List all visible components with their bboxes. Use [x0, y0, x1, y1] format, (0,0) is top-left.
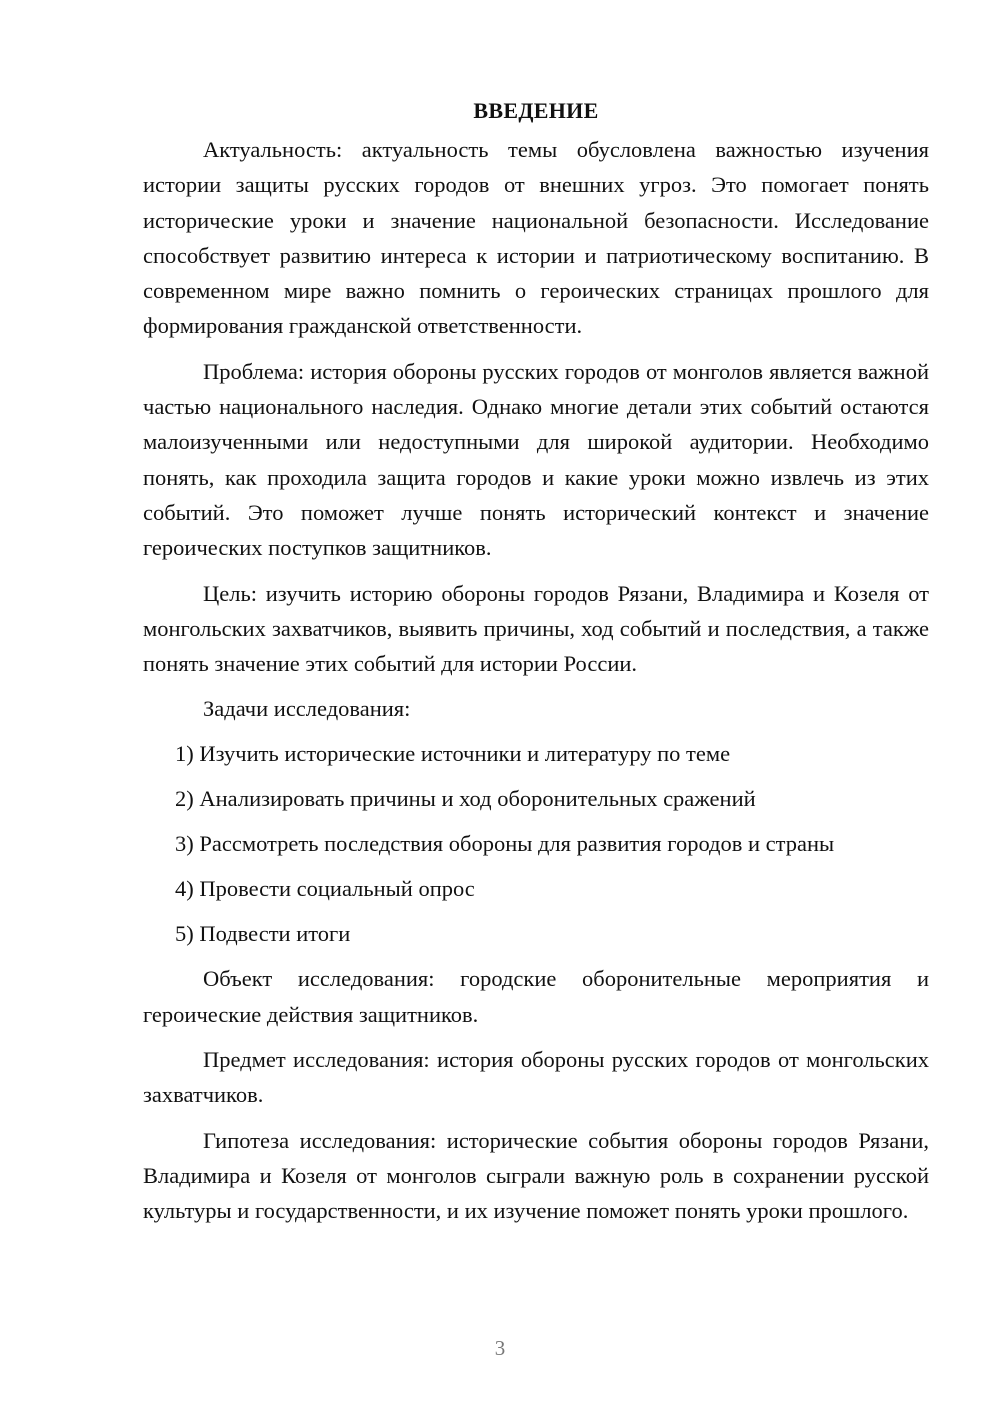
section-title: ВВЕДЕНИЕ [473, 98, 599, 123]
page-number: 3 [494, 1336, 506, 1360]
task-item: 1) Изучить исторические источники и литературу по теме [175, 741, 731, 767]
relevance-paragraph: Актуальность: актуальность темы обусловлена важностью изучения истории защиты русских городов от внешних угроз. Это помогает понять исторические уроки и значение национальной безопасности. Исследование способствует развитию интереса к истории и патриотическому воспитанию. В современном мире важно помнить о героических страницах прошлого для формирования гражданской ответственности. [143, 137, 929, 339]
task-item: 3) Рассмотреть последствия обороны для развития городов и страны [175, 831, 835, 857]
task-item: 5) Подвести итоги [175, 921, 351, 947]
hypothesis-paragraph: Гипотеза исследования: исторические события обороны городов Рязани, Владимира и Козеля от монголов сыграли важную роль в сохранении русской культуры и государственности, и их изучение поможет понять уроки прошлого. [143, 1127, 929, 1224]
goal-paragraph: Цель: изучить историю обороны городов Рязани, Владимира и Козеля от монгольских захватчиков, выявить причины, ход событий и последствия, а также понять значение этих событий для истории России. [143, 580, 929, 677]
tasks-heading: Задачи исследования: [203, 696, 411, 722]
problem-paragraph: Проблема: история обороны русских городов от монголов является важной частью национального наследия. Однако многие детали этих событий остаются малоизученными или недоступными для широкой аудитории. Необходимо понять, как проходила защита городов и какие уроки можно извлечь из этих событий. Это поможет лучше понять исторический контекст и значение героических поступков защитников. [143, 358, 929, 561]
document-page [143, 96, 929, 1229]
subject-paragraph: Предмет исследования: история обороны русских городов от монгольских захватчиков. [143, 1047, 929, 1108]
task-item: 2) Анализировать причины и ход оборонительных сражений [175, 786, 756, 812]
task-item: 4) Провести социальный опрос [175, 876, 475, 902]
object-paragraph: Объект исследования: городские оборонительные мероприятия и героические действия защитников. [143, 966, 929, 1027]
